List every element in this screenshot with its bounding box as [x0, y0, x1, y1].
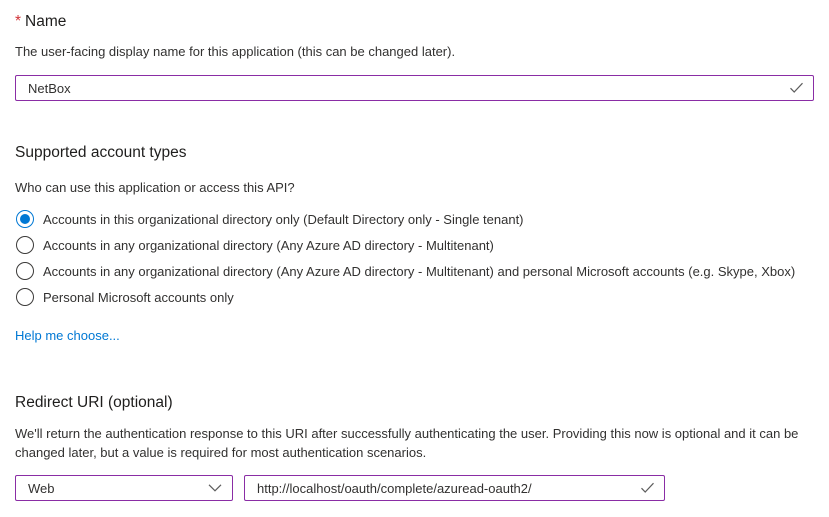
- account-type-option-label: Personal Microsoft accounts only: [43, 289, 234, 305]
- name-input[interactable]: [16, 76, 813, 100]
- redirect-uri-section: [15, 393, 814, 501]
- redirect-uri-description: We'll return the authentication response to this URI after successfully authenticating the user. Providing this now is optional and it can be changed later, but a value is required for most authentication scenarios.: [15, 426, 799, 460]
- name-description: The user-facing display name for this application (this can be changed later).: [15, 44, 456, 59]
- account-type-option-single-tenant[interactable]: [15, 206, 814, 232]
- account-types-title: Supported account types: [15, 144, 187, 161]
- help-me-choose-link[interactable]: Help me choose...: [15, 328, 120, 343]
- name-input-wrap: [15, 75, 814, 101]
- account-type-option-multitenant-personal[interactable]: [15, 258, 814, 284]
- radio-button-icon[interactable]: [16, 236, 34, 254]
- name-section: [15, 12, 814, 101]
- account-type-option-multitenant[interactable]: [15, 232, 814, 258]
- account-types-question: Who can use this application or access this API?: [15, 180, 295, 195]
- account-type-option-label: Accounts in this organizational directory only (Default Directory only - Single tenant): [43, 211, 524, 227]
- redirect-uri-input-wrap: [244, 475, 665, 501]
- redirect-uri-row: [15, 475, 814, 501]
- redirect-uri-title: Redirect URI (optional): [15, 394, 173, 411]
- account-type-option-personal-only[interactable]: [15, 284, 814, 310]
- radio-button-icon[interactable]: [16, 288, 34, 306]
- name-section-title-text: Name: [25, 13, 67, 30]
- account-type-option-label: Accounts in any organizational directory (Any Azure AD directory - Multitenant): [43, 237, 494, 253]
- radio-button-icon[interactable]: [16, 262, 34, 280]
- radio-button-icon[interactable]: [16, 210, 34, 228]
- chevron-down-icon: [208, 484, 222, 492]
- name-section-title: [15, 12, 814, 32]
- platform-select-dropdown[interactable]: [15, 475, 233, 501]
- account-type-options: [15, 206, 814, 310]
- supported-account-types-section: [15, 143, 814, 345]
- account-type-option-label: Accounts in any organizational directory (Any Azure AD directory - Multitenant) and personal Microsoft accounts (e.g. Skype, Xbox): [43, 263, 796, 279]
- platform-selected-value: Web: [28, 480, 55, 496]
- redirect-uri-input[interactable]: [245, 476, 664, 500]
- required-asterisk: *: [15, 13, 22, 30]
